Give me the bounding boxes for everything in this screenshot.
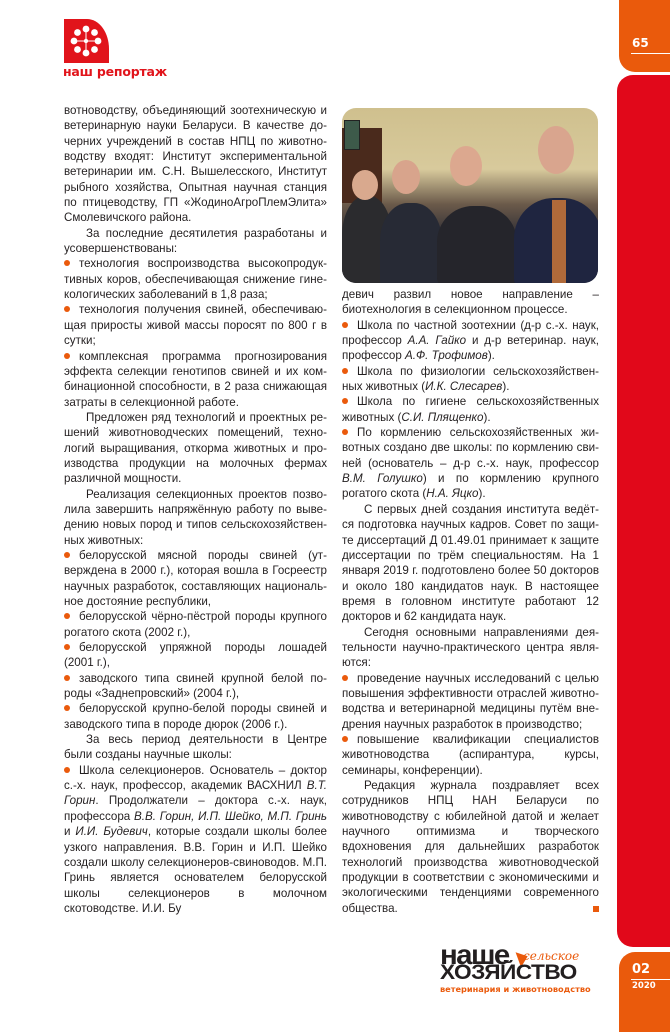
bullet-icon — [342, 368, 348, 374]
section-label: наш репортаж — [63, 64, 168, 79]
paragraph: Предложен ряд технологий и проектных решений животноводческих помещений, технологий выращивания, откорма животных и производства продукции на молочных фермах различной мощности. — [64, 410, 327, 486]
list-item: По кормлению сельскохозяйственных животных создано две школы: по кормлению свиней (основатель – д-р с.-х. наук, профессор В.М. Голушко) и по кормлению крупного рогатого скота (Н.А. Яцко). — [342, 426, 599, 501]
paragraph: За последние десятилетия разработаны и усовершенствованы: — [64, 226, 327, 256]
page-number: 65 — [632, 36, 649, 50]
magazine-subtitle: ветеринария и животноводство — [440, 984, 591, 994]
end-of-article-icon — [593, 906, 599, 912]
issue-number: 02 — [632, 962, 651, 977]
photo-person-head — [352, 170, 378, 200]
bullet-icon — [342, 736, 348, 742]
list-item: белорусской крупно-белой породы свиней и заводского типа в породе дюрок (2006 г.). — [64, 702, 327, 731]
bullet-icon — [342, 322, 348, 328]
photo-person — [437, 206, 517, 283]
article-column-left — [64, 103, 327, 916]
photo-person-head — [392, 160, 420, 194]
list-item: Школа по физиологии сельскохозяйственных животных (И.К. Слесарев). — [342, 364, 599, 394]
list-item: Школа селекционеров. Основатель – доктор с.-х. наук, профессор, академик ВАСХНИЛ В.Т. Горин. Продолжатели – доктора с.-х. наук, профессора В.В. Горин, И.П. Шейко, М.П. Гринь и И.И. Будевич, которые создали школы более узкого направления. В.В. Горин и И.П. Шейко создали школу селекционеров-свиноводов. М.П. Гринь является основателем белорусской школы селекционеров в молочном скотоводстве. И.И. Бу — [64, 763, 328, 915]
article-photo — [342, 108, 598, 283]
magazine-name-script: сельское — [523, 949, 580, 963]
list-item: белорусской мясной породы свиней (утверждена в 2000 г.), которая вошла в Госреестр научных разработок, составляющих национальное достояние республики, — [64, 548, 327, 608]
bullet-icon — [64, 306, 70, 312]
paragraph: Реализация селекционных проектов позволила завершить напряжённую работу по выведению новых пород и типов сельскохозяйственных животных: — [64, 487, 327, 547]
bullet-icon — [64, 705, 70, 711]
bullet-icon — [64, 552, 70, 558]
paragraph: вотноводству, объединяющий зоотехническую и ветеринарную науки Беларуси. В качестве дочерних учреждений в состав НПЦ по животноводству входят: Институт экспериментальной ветеринарии им. С.Н. Вышелесского, Институт рыбного хозяйства, Опытная научная станция по птицеводству, ГП «ЖодиноАгроПлемЭлита» Смолевичского района. — [64, 104, 327, 225]
issue-year: 2020 — [632, 981, 656, 991]
photo-person — [380, 203, 442, 283]
paragraph: Редакция журнала поздравляет всех сотрудников НПЦ НАН Беларуси по животноводству с юбилейной датой и желает научного оптимизма и творческого вдохновения для дальнейших разработок технологий производства животноводческой продукции в соответствии с экономическими и экологическими тенденциями современного общества. — [342, 779, 599, 915]
list-item: технология получения свиней, обеспечивающая приросты живой массы поросят по 800 г в сутки; — [64, 303, 327, 348]
flower-icon — [69, 24, 103, 58]
list-item: проведение научных исследований с целью повышения эффективности отраслей животноводства и ветеринарной медицины путём внедрения научных разработок в производство; — [342, 671, 599, 731]
photo-person-head — [538, 126, 574, 174]
bullet-icon — [64, 353, 70, 359]
magazine-logo-icon — [64, 19, 109, 63]
list-item: белорусской упряжной породы лошадей (2001 г.), — [64, 641, 327, 670]
list-item: комплексная программа прогнозирования эффекта селекции генотипов свиней и их комбинационной способности, в 2 раза снижающая затраты в селекционной работе. — [64, 349, 327, 409]
bullet-icon — [64, 675, 70, 681]
list-item: повышение квалификации специалистов животноводства (аспирантура, курсы, семинары, конференции). — [342, 732, 599, 777]
bullet-icon — [342, 429, 348, 435]
list-item: заводского типа свиней крупной белой породы «Заднепровский» (2004 г.), — [64, 671, 327, 701]
paragraph: девич развил новое направление – биотехнология в селекционном процессе. — [342, 288, 599, 317]
bullet-icon — [64, 260, 70, 266]
magazine-name-line2: ХОЗЯЙСТВО — [440, 961, 577, 984]
paragraph: За весь период деятельности в Центре были созданы научные школы: — [64, 733, 327, 762]
photo-tie — [552, 200, 566, 283]
paragraph: С первых дней создания института ведётся подготовка научных кадров. Совет по защите диссертаций Д 01.49.01 принимает к защите диссертации по трём специальностям. На 1 января 2019 г. подготовлено более 50 докторов и около 180 кандидатов наук. В настоящее время в головном институте работают 12 докторов и 62 кандидата наук. — [342, 502, 599, 624]
side-color-bar — [617, 75, 670, 947]
list-item: Школа по частной зоотехнии (д-р с.-х. наук, профессор А.А. Гайко и д-р ветеринар. наук, профессор А.Ф. Трофимов). — [342, 318, 599, 363]
photo-screen — [344, 120, 360, 150]
article-column-right — [342, 287, 599, 916]
page-number-underline — [631, 53, 670, 54]
magazine-name-line1: наше — [440, 939, 509, 970]
photo-person-head — [450, 146, 482, 186]
paragraph: Сегодня основными направлениями деятельности научно-практического центра являются: — [342, 625, 599, 670]
list-item: Школа по гигиене сельскохозяйственных животных (С.И. Плященко). — [342, 395, 599, 424]
bullet-icon — [64, 767, 70, 773]
bullet-icon — [342, 398, 348, 404]
list-item: белорусской чёрно-пёстрой породы крупного рогатого скота (2002 г.), — [64, 610, 327, 639]
issue-underline — [631, 979, 670, 980]
list-item: технология воспроизводства высокопродуктивных коров, обеспечивающая снижение гинекологических заболеваний в 1,8 раза; — [64, 257, 327, 302]
bullet-icon — [64, 644, 70, 650]
magazine-footer-logo — [440, 939, 610, 994]
bullet-icon — [64, 613, 70, 619]
bullet-icon — [342, 675, 348, 681]
